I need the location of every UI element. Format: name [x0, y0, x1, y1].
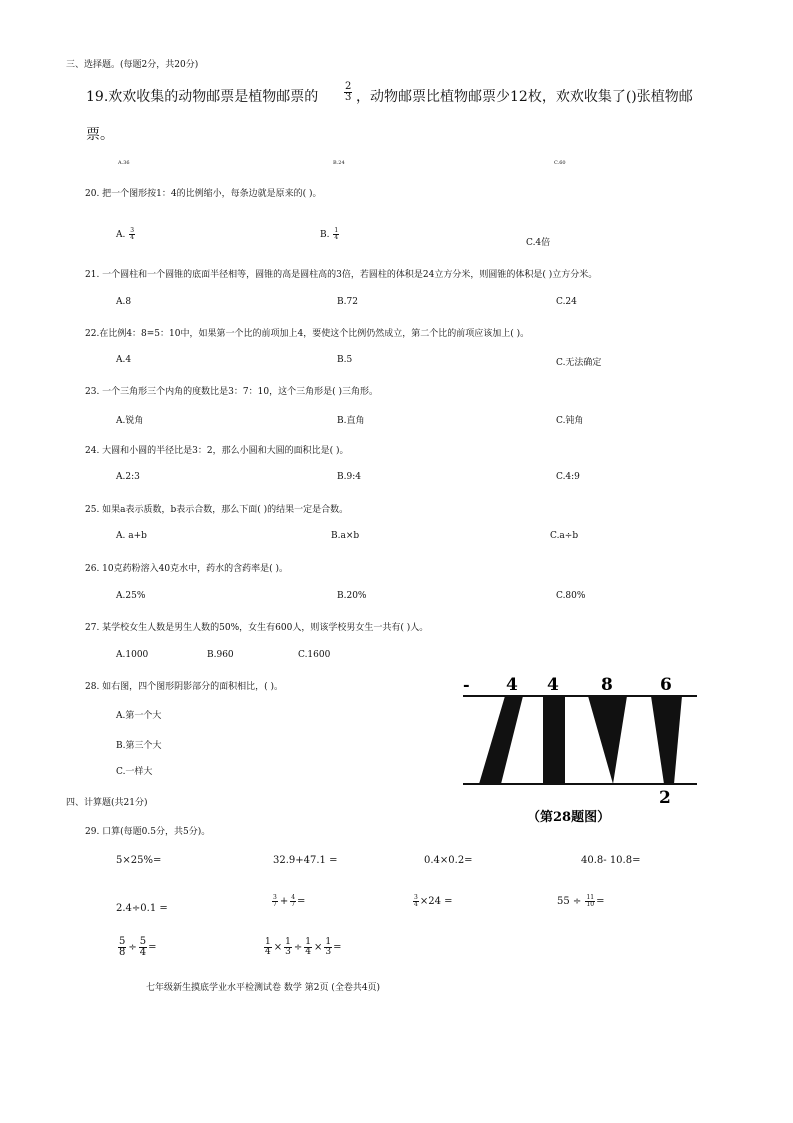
q29-r1-c4: 40.8- 10.8= — [581, 855, 641, 866]
q21-option-b: B.72 — [337, 297, 358, 307]
figure-label-4: 6 — [660, 675, 672, 695]
q21-option-a: A.8 — [116, 297, 132, 307]
figure-bottom-label: 2 — [659, 788, 671, 808]
section-4-title: 四、计算题(共21分) — [66, 798, 148, 808]
frac-den: 4 — [305, 947, 311, 957]
q19-frac-den: 3 — [345, 92, 352, 103]
q28-option-a: A.第一个大 — [116, 711, 162, 721]
figure-label-3: 8 — [601, 675, 613, 695]
q20-option-b — [320, 228, 340, 241]
q23-option-c: C.钝角 — [556, 416, 584, 426]
frac-num: 1 — [305, 937, 311, 947]
q26-text: 26. 10克药粉溶入40克水中，药水的含药率是( )。 — [85, 564, 288, 574]
q29-r1-c2: 32.9+47.1 = — [273, 855, 338, 866]
q27-option-c: C.1600 — [298, 650, 331, 660]
equals: = — [148, 942, 157, 953]
frac-num: 1 — [285, 937, 291, 947]
equals: = — [297, 896, 306, 907]
fraction — [413, 895, 419, 908]
frac-den: 8 — [119, 947, 126, 958]
figure-shape-rectangle — [543, 696, 565, 784]
fraction — [272, 895, 278, 908]
section-3-title: 三、选择题。(每题2分，共20分) — [66, 60, 199, 70]
q25-text: 25. 如果a表示质数，b表示合数，那么下面( )的结果一定是合数。 — [85, 505, 349, 515]
q22-option-c: C.无法确定 — [556, 358, 602, 368]
equals: = — [333, 942, 342, 953]
q19-text-c: 票。 — [86, 127, 114, 143]
fraction — [324, 938, 332, 957]
q29-r1-c1: 5×25%= — [116, 855, 162, 866]
operator: ÷ — [293, 942, 303, 953]
q23-option-b: B.直角 — [337, 416, 365, 426]
q29-r2-c1: 2.4÷0.1 = — [116, 903, 168, 914]
q20-option-b-fraction — [333, 228, 339, 241]
operator: ×24 = — [419, 896, 453, 907]
frac-num: 4 — [291, 894, 296, 901]
frac-den: 4 — [130, 234, 135, 241]
q19-fraction — [343, 82, 353, 103]
q28-option-b: B.第三个大 — [116, 741, 162, 751]
q24-option-b: B.9:4 — [337, 472, 361, 482]
frac-num: 3 — [130, 227, 135, 234]
q22-option-a: A.4 — [116, 355, 132, 365]
q27-text: 27. 某学校女生人数是男生人数的50%，女生有600人，则该学校男女生一共有( )人。 — [85, 623, 429, 633]
q24-text: 24. 大圆和小圆的半径比是3：2，那么小圆和大圆的面积比是( )。 — [85, 446, 349, 456]
figure-shape-trapezoid — [651, 696, 682, 784]
frac-den: 3 — [285, 947, 291, 957]
q20-option-a — [116, 228, 136, 241]
frac-num: 1 — [325, 937, 332, 947]
q23-option-a: A.锐角 — [116, 416, 144, 426]
page-footer: 七年级新生摸底学业水平检测试卷 数学 第2页 (全卷共4页) — [146, 983, 381, 993]
q19-option-a: A.36 — [118, 160, 130, 166]
q24-option-a: A.2:3 — [116, 472, 140, 482]
frac-den: 7 — [273, 901, 277, 908]
q29-title: 29. 口算(每题0.5分，共5分)。 — [85, 827, 211, 837]
q19-option-c: C.60 — [554, 160, 566, 166]
operator: + — [279, 896, 289, 907]
frac-num: 3 — [273, 894, 277, 901]
q29-r1-c3: 0.4×0.2= — [424, 855, 473, 866]
q27-option-a: A.1000 — [116, 650, 149, 660]
q25-option-a: A. a+b — [116, 531, 147, 541]
q21-option-c: C.24 — [556, 297, 577, 307]
frac-den: 4 — [265, 947, 271, 957]
q24-option-c: C.4:9 — [556, 472, 580, 482]
q28-text: 28. 如右图，四个图形阴影部分的面积相比，( )。 — [85, 682, 284, 692]
q22-text: 22.在比例4：8=5：10中，如果第一个比的前项加上4，要使这个比例仍然成立，第二个比的前项应该加上( )。 — [85, 329, 530, 339]
figure-caption: （第28题图） — [527, 810, 611, 825]
q20-option-c: C.4倍 — [526, 238, 551, 248]
fraction — [585, 895, 595, 908]
q19-frac-num: 2 — [345, 81, 352, 92]
equals: = — [596, 896, 605, 907]
frac-num: 5 — [139, 936, 147, 947]
q29-r2-c2 — [271, 895, 305, 908]
q19-option-b: B.24 — [333, 160, 345, 166]
operator: × — [313, 942, 323, 953]
fraction — [118, 937, 126, 958]
q23-text: 23. 一个三角形三个内角的度数比是3：7：10，这个三角形是( )三角形。 — [85, 387, 378, 397]
figure-label-1: 4 — [506, 675, 518, 695]
figure-label-dash: - — [463, 675, 470, 694]
fraction — [284, 938, 292, 957]
q26-option-c: C.80% — [556, 591, 586, 601]
frac-den: 7 — [291, 901, 296, 908]
q25-option-b: B.a×b — [331, 531, 360, 541]
q25-option-c: C.a÷b — [550, 531, 579, 541]
q20-text: 20. 把一个图形按1：4的比例缩小，每条边就是原来的( )。 — [85, 189, 322, 199]
fraction — [290, 895, 296, 908]
prefix: 55 ÷ — [557, 896, 582, 907]
frac-den: 3 — [325, 947, 332, 957]
operator: ÷ — [128, 942, 137, 953]
frac-den: 10 — [586, 901, 595, 908]
q29-r3-c1 — [117, 937, 157, 958]
q26-option-a: A.25% — [116, 591, 146, 601]
frac-num: 3 — [414, 894, 418, 901]
frac-num: 1 — [265, 937, 271, 947]
fraction — [139, 937, 147, 958]
operator: × — [273, 942, 283, 953]
q28-option-c: C.一样大 — [116, 767, 153, 777]
q22-option-b: B.5 — [337, 355, 353, 365]
figure-shape-parallelogram — [479, 696, 523, 784]
q19-text-a: 19.欢欢收集的动物邮票是植物邮票的 — [86, 89, 319, 105]
frac-num: 5 — [119, 936, 126, 947]
q29-r2-c3 — [412, 895, 453, 908]
q20-option-b-prefix: B. — [320, 230, 330, 240]
q19-text-b: ，动物邮票比植物邮票少12枚，欢欢收集了()张植物邮 — [356, 89, 693, 105]
q21-text: 21. 一个圆柱和一个圆锥的底面半径相等，圆锥的高是圆柱高的3倍，若圆柱的体积是24立方分米，则圆锥的体积是( )立方分米。 — [85, 270, 598, 280]
frac-num: 1 — [334, 227, 339, 234]
figure-label-2: 4 — [547, 675, 559, 695]
q29-r2-c4 — [557, 895, 605, 908]
frac-num: 11 — [586, 894, 595, 901]
figure-shape-triangle — [588, 696, 627, 784]
q27-option-b: B.960 — [207, 650, 234, 660]
q29-r3-c2 — [263, 938, 342, 957]
fraction — [304, 938, 312, 957]
q20-option-a-prefix: A. — [116, 230, 126, 240]
q26-option-b: B.20% — [337, 591, 367, 601]
q28-figure — [455, 670, 705, 830]
frac-den: 4 — [139, 947, 147, 958]
q20-option-a-fraction — [129, 228, 135, 241]
frac-den: 4 — [334, 234, 339, 241]
fraction — [264, 938, 272, 957]
frac-den: 4 — [414, 901, 418, 908]
